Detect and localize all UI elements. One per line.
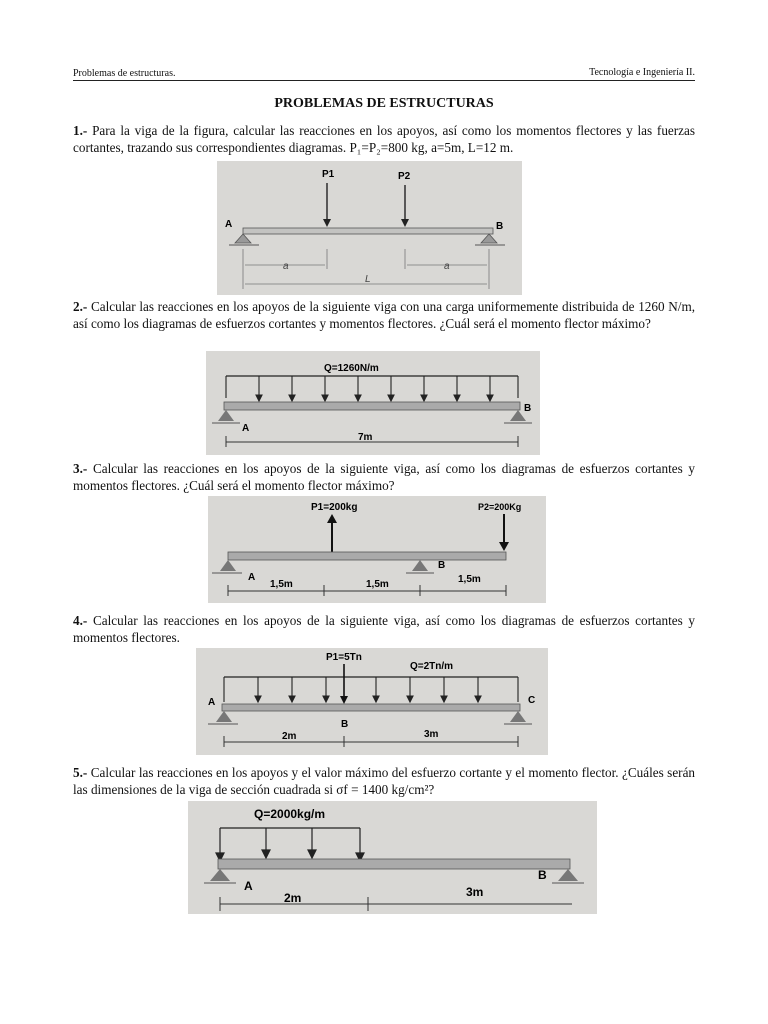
load-p1-label: P1 (322, 169, 335, 180)
load-p1-label: P1=5Tn (326, 652, 362, 663)
problem-number: 2.- (73, 299, 88, 314)
problem-number: 1.- (73, 123, 88, 138)
distributed-load-label: Q=2000kg/m (254, 807, 326, 821)
dim-1-label: 2m (282, 731, 297, 742)
support-a-label: A (248, 572, 256, 583)
distributed-load-label: Q=1260N/m (324, 363, 379, 374)
problem-text: Calcular las reacciones en los apoyos de la siguiente viga, así como los diagramas de esfuerzos cortantes y momentos flectores. (73, 613, 695, 645)
dim-l: L (365, 274, 371, 285)
problem-number: 5.- (73, 765, 88, 780)
support-b-label: B (438, 560, 446, 571)
problem-1 (73, 122, 695, 156)
dim-1-label: 1,5m (270, 579, 293, 590)
support-a-label: A (244, 879, 253, 893)
span-length-label: 7m (358, 432, 373, 443)
figure-beam-4 (196, 648, 548, 755)
support-c-label: C (528, 695, 536, 706)
header-right: Tecnología e Ingeniería II. (589, 67, 695, 78)
dim-1-label: 2m (284, 891, 302, 905)
distributed-load-label: Q=2Tn/m (410, 661, 454, 672)
problem-number: 3.- (73, 461, 88, 476)
figure-beam-2 (206, 351, 540, 455)
dim-2-label: 3m (424, 729, 439, 740)
support-b-label: B (538, 868, 547, 882)
header-left: Problemas de estructuras. (73, 68, 176, 79)
support-a-label: A (242, 423, 250, 434)
support-a-label: A (208, 697, 216, 708)
load-p2-label: P2 (398, 171, 411, 182)
figure-beam-5 (188, 801, 597, 914)
load-p2-label: P2=200Kg (478, 502, 522, 512)
support-b-label: B (524, 403, 532, 414)
problem-3 (73, 460, 695, 494)
problem-number: 4.- (73, 613, 88, 628)
load-p1-label: P1=200kg (311, 502, 358, 513)
page-header (73, 67, 695, 81)
problem-text: Calcular las reacciones en los apoyos y el valor máximo del esfuerzo cortante y el momento flector. ¿Cuáles serán las dimensiones de la viga de sección cuadrada si σf = 1400 kg/cm²? (73, 765, 696, 797)
support-a-label: A (225, 219, 233, 230)
figure-beam-1 (217, 161, 522, 295)
dim-3-label: 1,5m (458, 574, 481, 585)
problem-4 (73, 612, 695, 646)
problem-text: Calcular las reacciones en los apoyos de la siguiente viga con una carga uniformemente distribuida de 1260 N/m, así como los diagramas de esfuerzos cortantes y momentos flectores. ¿Cuál será el momento flector máximo? (73, 299, 695, 331)
problem-2 (73, 298, 695, 332)
problem-text: Calcular las reacciones en los apoyos de la siguiente viga, así como los diagramas de esfuerzos cortantes y momentos flectores. ¿Cuál será el momento flector máximo? (73, 461, 695, 493)
problem-text: Para la viga de la figura, calcular las reacciones en los apoyos, así como los momentos flectores y las fuerzas cortantes, trazando sus correspondientes diagramas. P₁=P₂=800 kg, a=5m, L=12 m. (73, 123, 696, 155)
support-b-label: B (496, 221, 504, 232)
dim-a-right: a (444, 261, 450, 272)
dim-a-left: a (283, 261, 289, 272)
dim-2-label: 1,5m (366, 579, 389, 590)
problem-5 (73, 764, 695, 798)
point-b-label: B (341, 719, 349, 730)
page-title: PROBLEMAS DE ESTRUCTURAS (274, 96, 494, 111)
dim-2-label: 3m (466, 885, 484, 899)
figure-beam-3 (208, 496, 546, 603)
